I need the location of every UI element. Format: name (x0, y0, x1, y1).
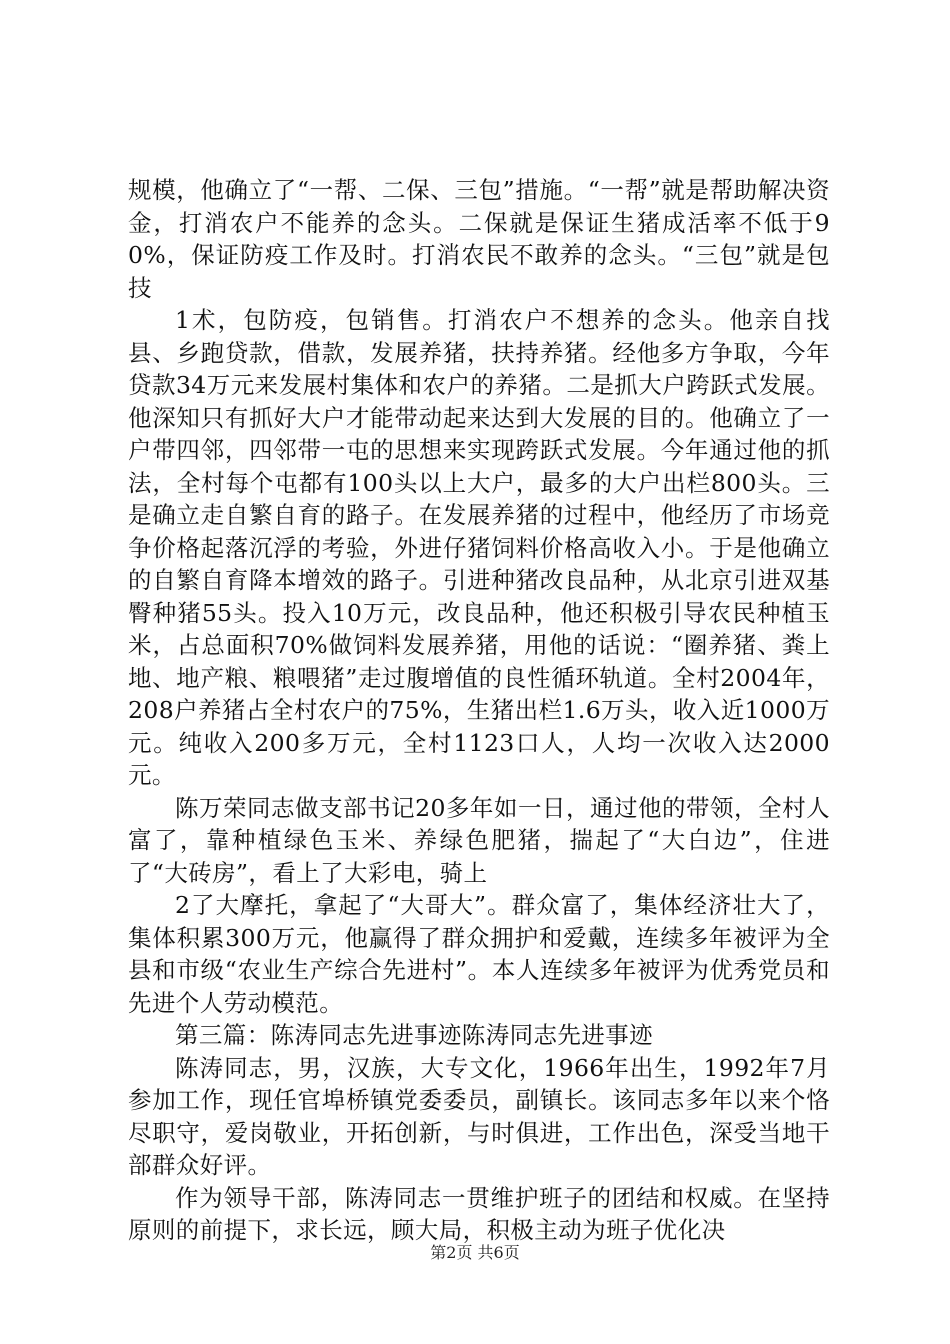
document-body (128, 174, 830, 1247)
paragraph-1: 规模，他确立了“一帮、二保、三包”措施。“一帮”就是帮助解决资金，打消农户不能养的念头。二保就是保证生猪成活率不低于90%，保证防疫工作及时。打消农民不敢养的念头。“三包”就是包技 (128, 176, 830, 302)
page-number-footer: 第2页 共6页 (430, 1243, 520, 1262)
paragraph-4: 2了大摩托，拿起了“大哥大”。群众富了，集体经济壮大了，集体积累300万元，他赢得了群众拥护和爱戴，连续多年被评为全县和市级“农业生产综合先进村”。本人连续多年被评为优秀党员和先进个人劳动模范。 (128, 891, 830, 1017)
paragraph-3: 陈万荣同志做支部书记20多年如一日，通过他的带领，全村人富了，靠种植绿色玉米、养绿色肥猪，揣起了“大白边”，住进了“大砖房”，看上了大彩电，骑上 (128, 793, 830, 887)
paragraph-5: 陈涛同志，男，汉族，大专文化，1966年出生，1992年7月参加工作，现任官埠桥镇党委委员，副镇长。该同志多年以来个恪尽职守，爱岗敬业，开拓创新，与时俱进，工作出色，深受当地干部群众好评。 (128, 1053, 830, 1179)
section-heading: 第三篇：陈涛同志先进事迹陈涛同志先进事迹 (175, 1021, 653, 1049)
paragraph-2: 1术，包防疫，包销售。打消农户不想养的念头。他亲自找县、乡跑贷款，借款，发展养猪，扶持养猪。经他多方争取，今年贷款34万元来发展村集体和农户的养猪。二是抓大户跨跃式发展。他深知只有抓好大户才能带动起来达到大发展的目的。他确立了一户带四邻，四邻带一屯的思想来实现跨跃式发展。今年通过他的抓法，全村每个屯都有100头以上大户，最多的大户出栏800头。三是确立走自繁自育的路子。在发展养猪的过程中，他经历了市场竞争价格起落沉浮的考验，外进仔猪饲料价格高收入小。于是他确立的自繁自育降本增效的路子。引进种猪改良品种，从北京引进双基臀种猪55头。投入10万元，改良品种，他还积极引导农民种植玉米，占总面积70%做饲料发展养猪，用他的话说：“圈养猪、粪上地、地产粮、粮喂猪”走过腹增值的良性循环轨道。全村2004年，208户养猪占全村农户的75%，生猪出栏1.6万头，收入近1000万元。纯收入200多万元，全村1123口人，人均一次收入达2000元。 (128, 306, 830, 789)
paragraph-6: 作为领导干部，陈涛同志一贯维护班子的团结和权威。在坚持原则的前提下，求长远，顾大局，积极主动为班子优化决 (128, 1183, 830, 1244)
